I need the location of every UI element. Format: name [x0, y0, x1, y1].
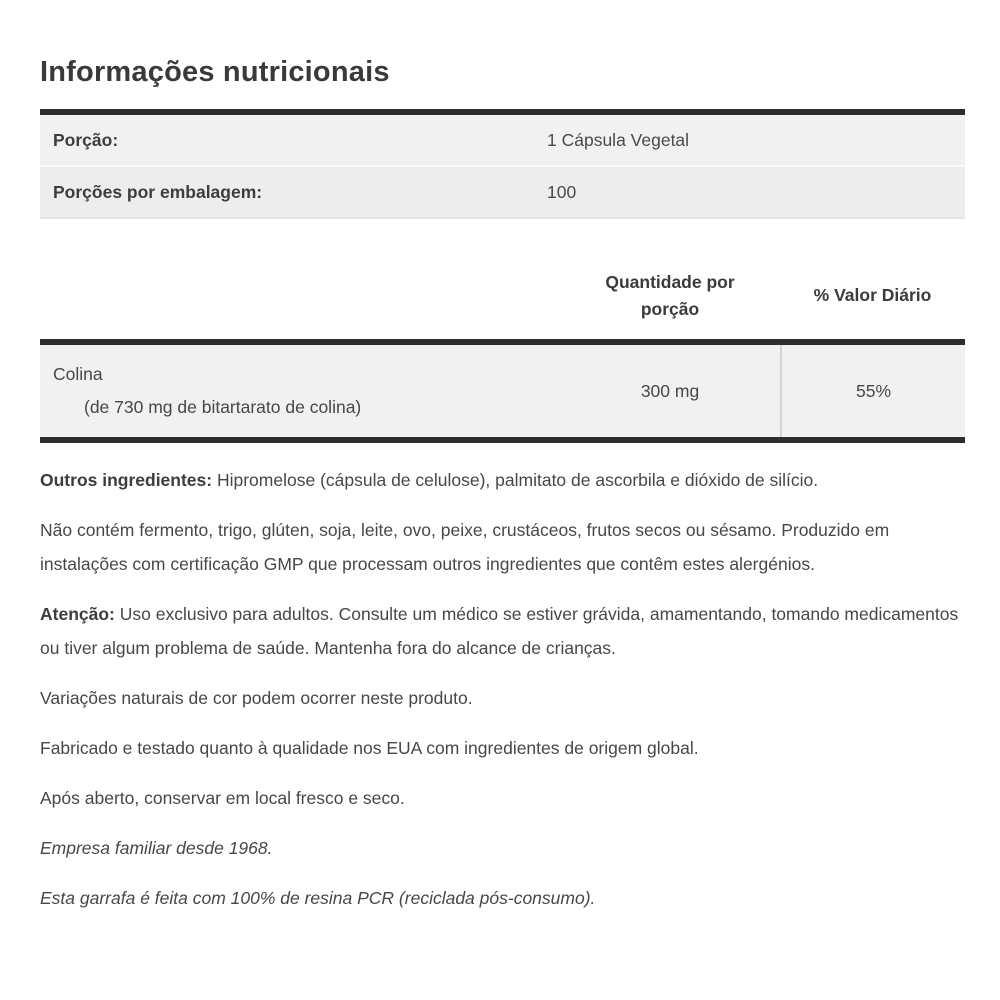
- color-variation-note: Variações naturais de cor podem ocorrer neste produto.: [40, 688, 473, 708]
- table-row: [40, 115, 965, 167]
- nutrient-amount: 300 mg: [640, 380, 700, 401]
- pcr-bottle-note: Esta garrafa é feita com 100% de resina PCR (reciclada pós-consumo).: [40, 888, 596, 908]
- table-row: [40, 345, 965, 437]
- allergen-note: Não contém fermento, trigo, glúten, soja, leite, ovo, peixe, crustáceos, frutos secos ou sésamo. Produzido em instalações com certificação GMP que processam outros ingredientes que contêm estes alergénios.: [40, 520, 890, 574]
- warning-note: [40, 597, 965, 665]
- serving-size-value: 1 Cápsula Vegetal: [547, 129, 690, 150]
- storage-note: Após aberto, conservar em local fresco e seco.: [40, 788, 405, 808]
- table-row: [40, 167, 965, 219]
- page-title: Informações nutricionais: [40, 56, 390, 88]
- nutrient-name: Colina: [53, 364, 103, 384]
- family-business-note: Empresa familiar desde 1968.: [40, 838, 273, 858]
- amount-per-serving-header: [560, 253, 780, 339]
- serving-info-table: [40, 109, 965, 219]
- nutrient-name-cell: [40, 345, 560, 437]
- warning-label: Atenção:: [40, 604, 115, 624]
- warning-text: Uso exclusivo para adultos. Consulte um médico se estiver grávida, amamentando, tomando medicamentos ou tiver algum problema de saúde. Mantenha fora do alcance de crianças.: [40, 604, 959, 658]
- servings-per-container-value: 100: [547, 181, 577, 202]
- other-ingredients-note: [40, 463, 965, 497]
- nutrient-table: [40, 339, 965, 443]
- nutrient-daily-value: 55%: [780, 345, 965, 437]
- nutrient-table-header: [40, 253, 965, 339]
- serving-size-label: Porção:: [53, 129, 119, 150]
- amount-per-serving-header-label: Quantidade por porção: [605, 271, 735, 319]
- notes-section: [40, 463, 965, 915]
- nutrient-detail: (de 730 mg de bitartarato de colina): [84, 397, 362, 417]
- servings-per-container-label: Porções por embalagem:: [53, 181, 263, 202]
- other-ingredients-label: Outros ingredientes:: [40, 470, 213, 490]
- quality-note: Fabricado e testado quanto à qualidade nos EUA com ingredientes de origem global.: [40, 738, 699, 758]
- daily-value-header: % Valor Diário: [813, 285, 932, 306]
- other-ingredients-text: Hipromelose (cápsula de celulose), palmitato de ascorbila e dióxido de silício.: [212, 470, 819, 490]
